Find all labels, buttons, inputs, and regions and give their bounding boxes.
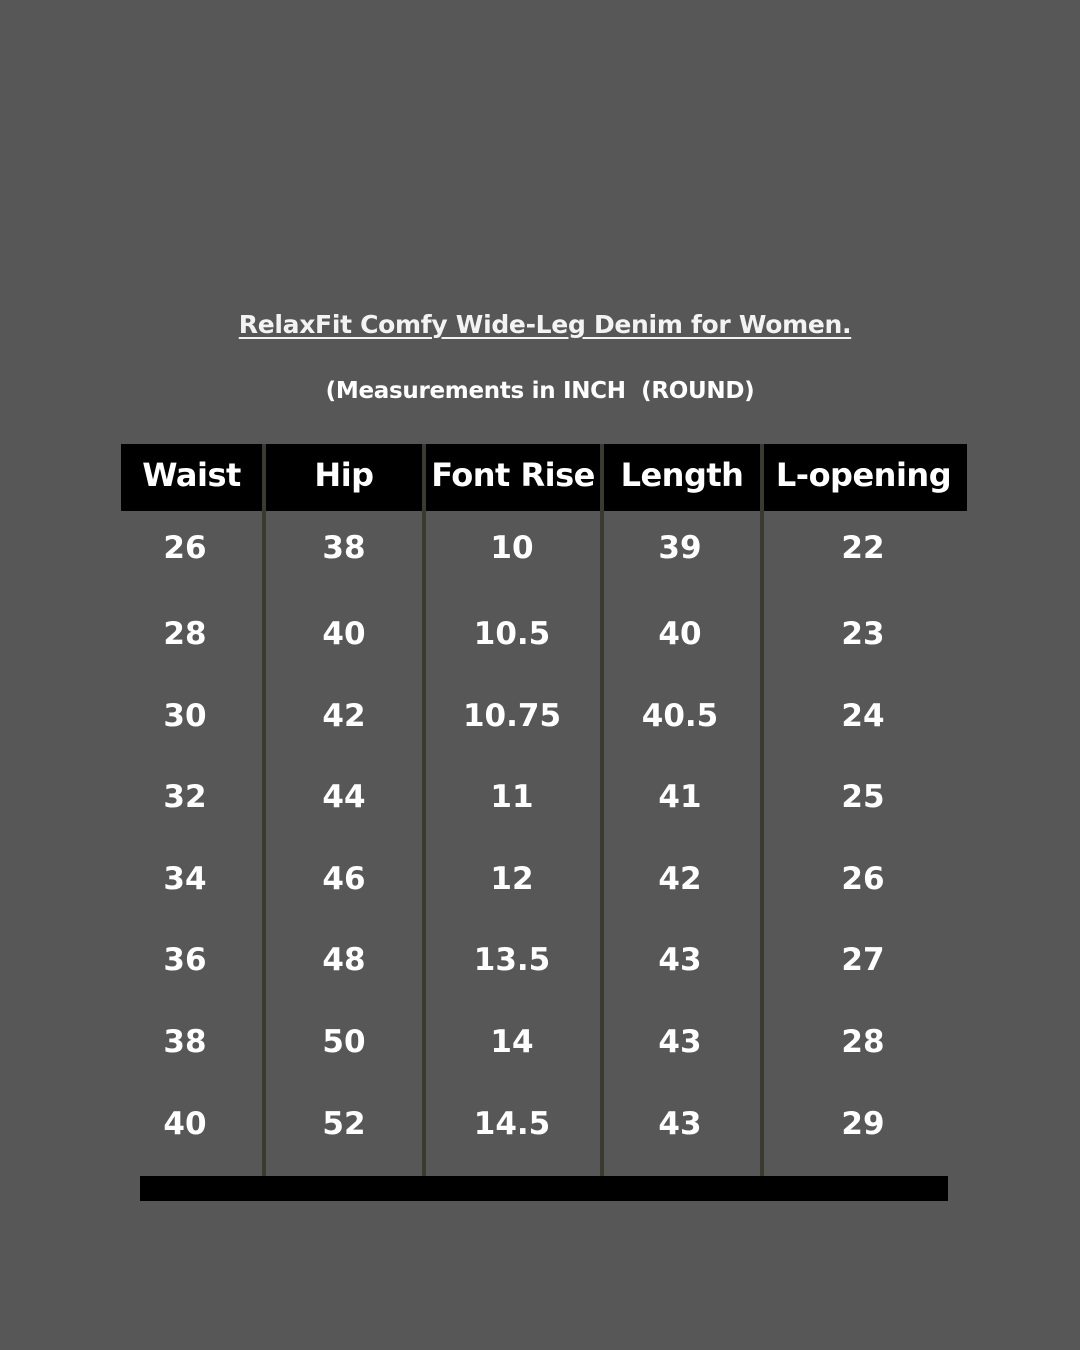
cell-leg-opening: 24 bbox=[841, 698, 885, 734]
cell-length: 40 bbox=[658, 616, 702, 652]
cell-hip: 48 bbox=[322, 942, 366, 978]
header-front-rise: Font Rise bbox=[431, 456, 595, 494]
table-bottom-bar bbox=[140, 1176, 948, 1201]
cell-waist: 26 bbox=[163, 530, 207, 566]
cell-length: 43 bbox=[658, 942, 702, 978]
cell-front-rise: 14 bbox=[490, 1024, 534, 1060]
cell-hip: 50 bbox=[322, 1024, 366, 1060]
cell-leg-opening: 23 bbox=[841, 616, 885, 652]
header-leg-opening: L-opening bbox=[775, 456, 952, 494]
page-title: RelaxFit Comfy Wide-Leg Denim for Women. bbox=[238, 310, 852, 339]
header-hip: Hip bbox=[314, 456, 374, 494]
column-divider bbox=[262, 444, 266, 1178]
page-subtitle: (Measurements in INCH (ROUND) bbox=[325, 378, 755, 404]
cell-front-rise: 10.75 bbox=[462, 698, 562, 734]
cell-waist: 34 bbox=[163, 861, 207, 897]
cell-length: 43 bbox=[658, 1024, 702, 1060]
cell-front-rise: 12 bbox=[490, 861, 534, 897]
cell-front-rise: 10.5 bbox=[473, 616, 551, 652]
cell-length: 43 bbox=[658, 1106, 702, 1142]
cell-leg-opening: 27 bbox=[841, 942, 885, 978]
cell-leg-opening: 29 bbox=[841, 1106, 885, 1142]
cell-waist: 38 bbox=[163, 1024, 207, 1060]
cell-leg-opening: 26 bbox=[841, 861, 885, 897]
column-divider bbox=[600, 444, 604, 1178]
cell-front-rise: 14.5 bbox=[473, 1106, 551, 1142]
cell-hip: 52 bbox=[322, 1106, 366, 1142]
header-length: Length bbox=[620, 456, 744, 494]
cell-leg-opening: 28 bbox=[841, 1024, 885, 1060]
header-waist: Waist bbox=[142, 456, 241, 494]
cell-hip: 44 bbox=[322, 779, 366, 815]
cell-leg-opening: 22 bbox=[841, 530, 885, 566]
cell-front-rise: 11 bbox=[490, 779, 534, 815]
cell-front-rise: 10 bbox=[490, 530, 534, 566]
cell-hip: 42 bbox=[322, 698, 366, 734]
column-divider bbox=[760, 444, 764, 1178]
cell-length: 42 bbox=[658, 861, 702, 897]
cell-waist: 36 bbox=[163, 942, 207, 978]
column-divider bbox=[422, 444, 426, 1178]
cell-waist: 30 bbox=[163, 698, 207, 734]
cell-hip: 38 bbox=[322, 530, 366, 566]
cell-waist: 32 bbox=[163, 779, 207, 815]
cell-hip: 46 bbox=[322, 861, 366, 897]
cell-length: 41 bbox=[658, 779, 702, 815]
cell-waist: 28 bbox=[163, 616, 207, 652]
cell-length: 40.5 bbox=[641, 698, 719, 734]
cell-waist: 40 bbox=[163, 1106, 207, 1142]
cell-front-rise: 13.5 bbox=[473, 942, 551, 978]
cell-length: 39 bbox=[658, 530, 702, 566]
cell-leg-opening: 25 bbox=[841, 779, 885, 815]
cell-hip: 40 bbox=[322, 616, 366, 652]
